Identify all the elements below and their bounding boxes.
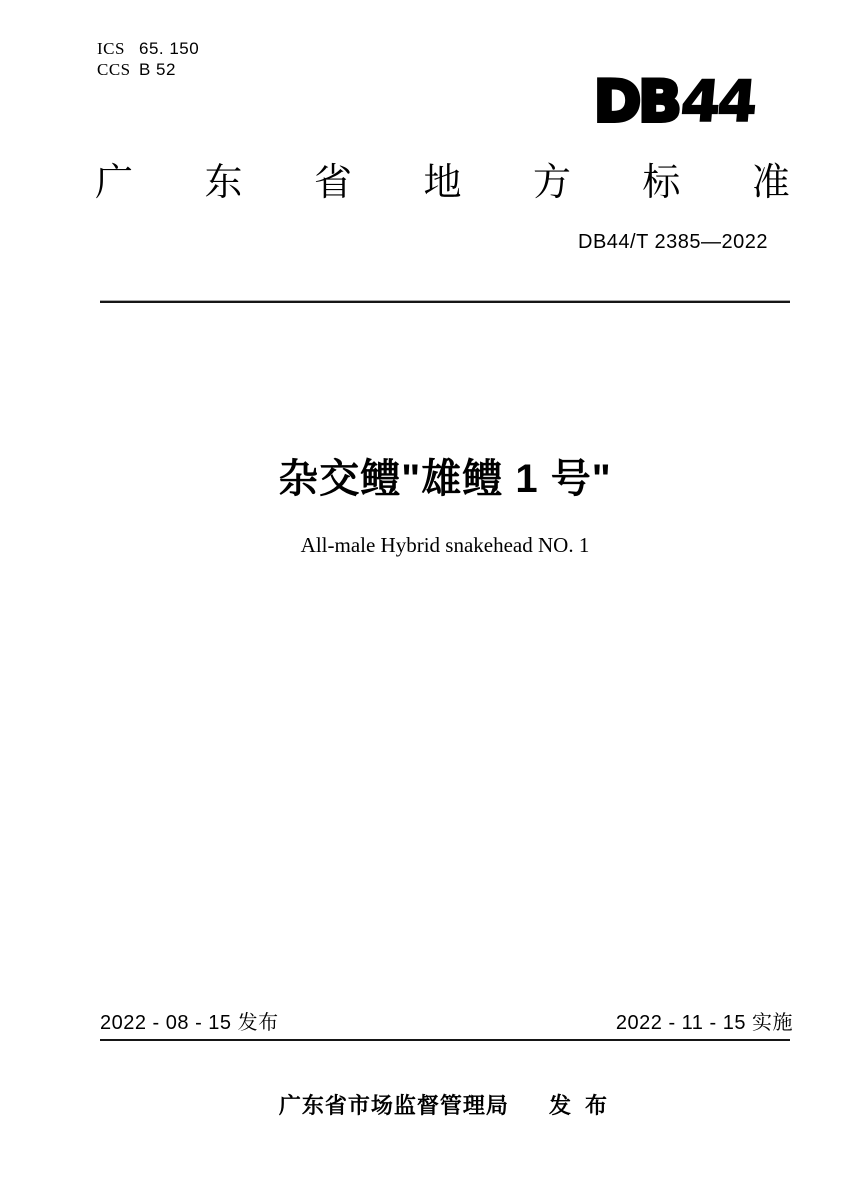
standard-category-char: 准 — [751, 162, 790, 204]
standard-category-title — [95, 161, 790, 205]
document-title-chinese: 杂交鳢"雄鳢 1 号" — [278, 457, 612, 501]
classification-codes-block — [97, 38, 199, 80]
standard-category-char: 广 — [95, 162, 134, 204]
ccs-value: B 52 — [139, 60, 176, 79]
standard-category-char: 标 — [642, 162, 681, 204]
document-title-english: All-male Hybrid snakehead NO. 1 — [300, 533, 590, 557]
ics-label: ICS — [97, 39, 125, 58]
ccs-row — [97, 59, 199, 80]
standard-category-char: 省 — [313, 162, 352, 204]
header-divider-rule — [100, 300, 790, 303]
ics-value: 65. 150 — [139, 39, 200, 58]
publish-action-label: 发 布 — [548, 1093, 612, 1118]
footer-divider-rule — [100, 1039, 790, 1041]
publisher-name: 广东省市场监督管理局 — [278, 1093, 509, 1118]
standard-category-char: 方 — [532, 162, 571, 204]
db44-logo — [593, 69, 757, 135]
publisher-row — [100, 1092, 790, 1120]
standard-category-char: 地 — [423, 162, 462, 204]
ccs-label: CCS — [97, 60, 131, 79]
db44-logo-region-code: 44 — [677, 69, 757, 135]
ics-row — [97, 38, 199, 59]
standard-category-char: 东 — [204, 162, 243, 204]
standard-code: DB44/T 2385—2022 — [578, 231, 768, 253]
db44-logo-prefix: DB — [593, 69, 679, 135]
dates-row — [100, 1010, 793, 1036]
issue-date: 2022 - 08 - 15 发布 — [100, 1012, 279, 1034]
implementation-date: 2022 - 11 - 15 实施 — [615, 1012, 793, 1034]
